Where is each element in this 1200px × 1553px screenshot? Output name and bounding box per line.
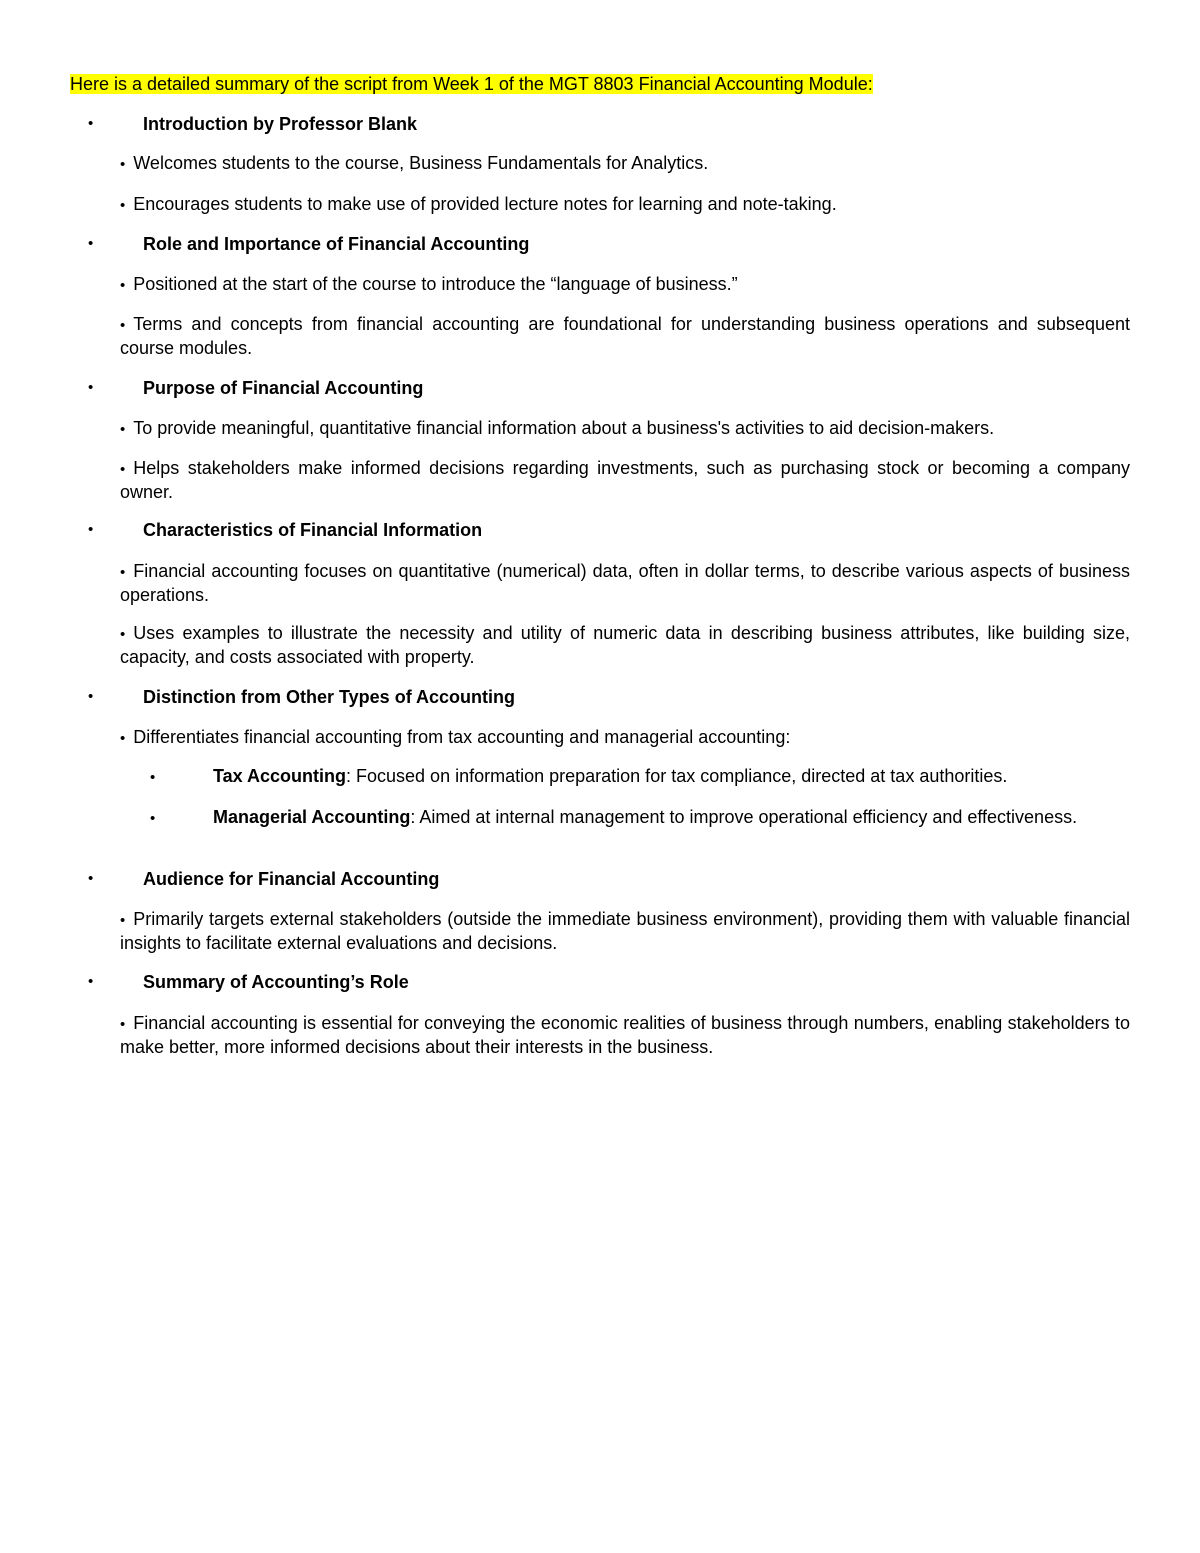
section-title: Characteristics of Financial Information (143, 520, 483, 540)
section-heading (0, 519, 1200, 541)
item-text: Positioned at the start of the course to introduce the “language of business.” (133, 274, 738, 294)
list-item (120, 313, 1130, 360)
item-text: To provide meaningful, quantitative financial information about a business's activities to aid decision-makers. (133, 418, 995, 438)
list-item (120, 457, 1130, 504)
intro-highlight: Here is a detailed summary of the script from Week 1 of the MGT 8803 Financial Accounting Module: (70, 74, 873, 94)
list-item (120, 908, 1130, 955)
section-title: Distinction from Other Types of Accounting (143, 687, 516, 707)
bullet-icon: • (120, 1016, 126, 1033)
list-item (120, 193, 1130, 217)
item-text: Encourages students to make use of provided lecture notes for learning and note-taking. (133, 194, 837, 214)
bullet-icon: • (88, 379, 94, 396)
term-label: Tax Accounting (213, 766, 347, 786)
term-description: : Aimed at internal management to improve operational efficiency and effectiveness. (410, 807, 1078, 827)
list-item (120, 560, 1130, 607)
bullet-icon: • (120, 317, 126, 334)
section-title: Audience for Financial Accounting (143, 869, 440, 889)
intro-line (70, 73, 873, 95)
bullet-icon: • (120, 197, 126, 214)
section-title: Summary of Accounting’s Role (143, 972, 409, 992)
item-text: Financial accounting is essential for conveying the economic realities of business through numbers, enabling stakeholders to make better, more informed decisions about their interests in the business. (120, 1013, 1130, 1057)
section-heading (0, 233, 1200, 255)
item-text: Welcomes students to the course, Business Fundamentals for Analytics. (133, 153, 709, 173)
bullet-icon: • (120, 626, 126, 643)
list-item (120, 1012, 1130, 1059)
bullet-icon: • (88, 235, 94, 252)
list-item (120, 152, 1130, 176)
list-item (120, 417, 1130, 441)
bullet-icon: • (120, 461, 126, 478)
item-text: Uses examples to illustrate the necessity and utility of numeric data in describing business attributes, like building size, capacity, and costs associated with property. (120, 623, 1130, 667)
section-heading (0, 377, 1200, 399)
bullet-icon: • (88, 973, 94, 990)
term-label: Managerial Accounting (213, 807, 411, 827)
section-heading (0, 686, 1200, 708)
item-text: Terms and concepts from financial accounting are foundational for understanding business operations and subsequent course modules. (120, 314, 1130, 358)
bullet-icon: • (88, 870, 94, 887)
item-text: Helps stakeholders make informed decisions regarding investments, such as purchasing stock or becoming a company owner. (120, 458, 1130, 502)
term-description: : Focused on information preparation for tax compliance, directed at tax authorities. (346, 766, 1008, 786)
sub-list-item (150, 806, 1130, 830)
bullet-icon: • (120, 277, 126, 294)
bullet-icon: • (120, 912, 126, 929)
item-text: Financial accounting focuses on quantitative (numerical) data, often in dollar terms, to describe various aspects of business operations. (120, 561, 1130, 605)
bullet-icon: • (150, 810, 156, 827)
sub-list-item (150, 765, 1130, 789)
section-heading (0, 971, 1200, 993)
item-text: Primarily targets external stakeholders (outside the immediate business environment), providing them with valuable financial insights to facilitate external evaluations and decisions. (120, 909, 1130, 953)
list-item (120, 726, 1130, 750)
section-heading (0, 868, 1200, 890)
section-title: Role and Importance of Financial Accounting (143, 234, 530, 254)
bullet-icon: • (88, 521, 94, 538)
item-text: Differentiates financial accounting from tax accounting and managerial accounting: (133, 727, 791, 747)
bullet-icon: • (150, 769, 156, 786)
section-heading (0, 113, 1200, 135)
bullet-icon: • (120, 421, 126, 438)
section-title: Introduction by Professor Blank (143, 114, 418, 134)
bullet-icon: • (88, 115, 94, 132)
list-item (120, 622, 1130, 669)
bullet-icon: • (120, 564, 126, 581)
bullet-icon: • (88, 688, 94, 705)
bullet-icon: • (120, 730, 126, 747)
list-item (120, 273, 1130, 297)
section-title: Purpose of Financial Accounting (143, 378, 424, 398)
bullet-icon: • (120, 156, 126, 173)
